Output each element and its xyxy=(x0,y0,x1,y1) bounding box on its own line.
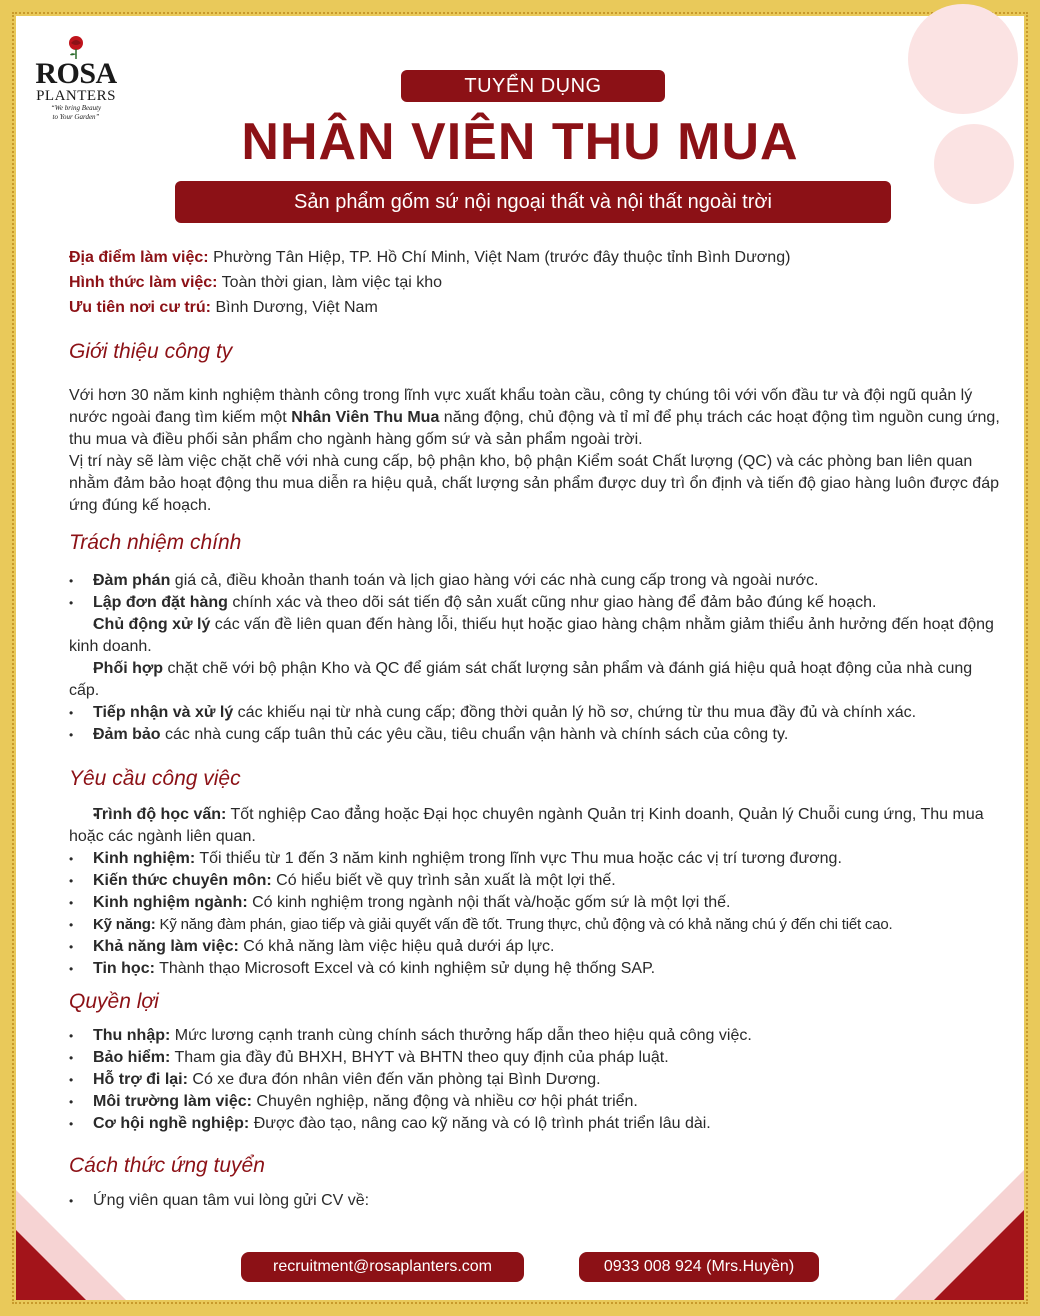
list-item: • Kỹ năng: Kỹ năng đàm phán, giao tiếp và giải quyết vấn đề tốt. Trung thực, chủ động và có khả năng chú ý đến chi tiết cao. xyxy=(69,914,1000,936)
logo-name: ROSA xyxy=(35,57,117,90)
list-item: • Hỗ trợ đi lại: Có xe đưa đón nhân viên đến văn phòng tại Bình Dương. xyxy=(69,1069,1000,1091)
decorative-circle xyxy=(908,4,1018,114)
responsibilities-section xyxy=(69,570,1000,746)
info-label: Ưu tiên nơi cư trú: xyxy=(69,299,212,316)
info-value: Bình Dương, Việt Nam xyxy=(211,299,378,316)
list-item: • Kinh nghiệm: Tối thiểu từ 1 đến 3 năm kinh nghiệm trong lĩnh vực Thu mua hoặc các vị trí tương đương. xyxy=(69,848,1000,870)
list-item: • Môi trường làm việc: Chuyên nghiệp, năng động và nhiều cơ hội phát triển. xyxy=(69,1091,1000,1113)
intro-section xyxy=(69,385,1000,517)
recruitment-badge: TUYỂN DỤNG xyxy=(401,70,665,102)
list-item: • Kinh nghiệm ngành: Có kinh nghiệm trong ngành nội thất và/hoặc gốm sứ là một lợi thế. xyxy=(69,892,1000,914)
list-item: • Đàm phán giá cả, điều khoản thanh toán và lịch giao hàng với các nhà cung cấp trong và ngoài nước. xyxy=(69,570,1000,592)
list-item: • Kiến thức chuyên môn: Có hiểu biết về quy trình sản xuất là một lợi thế. xyxy=(69,870,1000,892)
requirements-section xyxy=(69,804,1000,980)
company-logo xyxy=(28,34,124,122)
info-value: Toàn thời gian, làm việc tại kho xyxy=(217,274,443,291)
list-item: • Tin học: Thành thạo Microsoft Excel và có kinh nghiệm sử dụng hệ thống SAP. xyxy=(69,958,1000,980)
page-title: NHÂN VIÊN THU MUA xyxy=(241,113,799,171)
info-label: Địa điểm làm việc: xyxy=(69,249,209,266)
section-title-intro: Giới thiệu công ty xyxy=(69,340,233,363)
logo-sub: PLANTERS xyxy=(36,88,116,104)
email-contact[interactable]: recruitment@rosaplanters.com xyxy=(241,1252,524,1282)
info-residence xyxy=(69,295,1000,320)
list-item: • Bảo hiểm: Tham gia đầy đủ BHXH, BHYT và BHTN theo quy định của pháp luật. xyxy=(69,1047,1000,1069)
apply-section xyxy=(69,1190,1000,1212)
section-title-requirements: Yêu cầu công việc xyxy=(69,767,241,790)
list-item: • Cơ hội nghề nghiệp: Được đào tạo, nâng cao kỹ năng và có lộ trình phát triển lâu dài. xyxy=(69,1113,1000,1135)
info-worktype xyxy=(69,270,1000,295)
info-value: Phường Tân Hiệp, TP. Hồ Chí Minh, Việt Nam (trước đây thuộc tỉnh Bình Dương) xyxy=(208,249,791,266)
logo-tagline: “We bring Beauty xyxy=(50,104,102,112)
benefits-section xyxy=(69,1025,1000,1135)
list-item: • Khả năng làm việc: Có khả năng làm việc hiệu quả dưới áp lực. xyxy=(69,936,1000,958)
section-title-apply: Cách thức ứng tuyển xyxy=(69,1154,265,1177)
section-title-responsibilities: Trách nhiệm chính xyxy=(69,531,242,554)
list-item: • Trình độ học vấn: Tốt nghiệp Cao đẳng hoặc Đại học chuyên ngành Quản trị Kinh doanh, Quản lý Chuỗi cung ứng, Thu mua hoặc các ngành liên quan. xyxy=(69,804,1000,848)
list-item: • Thu nhập: Mức lương cạnh tranh cùng chính sách thưởng hấp dẫn theo hiệu quả công việc. xyxy=(69,1025,1000,1047)
list-item: • Chủ động xử lý các vấn đề liên quan đến hàng lỗi, thiếu hụt hoặc giao hàng chậm nhằm giảm thiểu ảnh hưởng đến hoạt động kinh doanh. xyxy=(69,614,1000,658)
corner-decoration xyxy=(16,1230,86,1300)
section-title-benefits: Quyền lợi xyxy=(69,990,159,1013)
info-label: Hình thức làm việc: xyxy=(69,274,218,291)
corner-decoration xyxy=(934,1210,1024,1300)
list-item: • Ứng viên quan tâm vui lòng gửi CV về: xyxy=(69,1190,1000,1212)
job-info xyxy=(69,245,1000,320)
info-location xyxy=(69,245,1000,270)
subtitle-banner: Sản phẩm gốm sứ nội ngoại thất và nội thất ngoài trời xyxy=(175,181,891,223)
phone-contact[interactable]: 0933 008 924 (Mrs.Huyền) xyxy=(579,1252,819,1282)
logo-tagline: to Your Garden” xyxy=(52,113,100,121)
list-item: • Lập đơn đặt hàng chính xác và theo dõi sát tiến độ sản xuất cũng như giao hàng để đảm bảo đúng kế hoạch. xyxy=(69,592,1000,614)
intro-paragraph: Với hơn 30 năm kinh nghiệm thành công trong lĩnh vực xuất khẩu toàn cầu, công ty chúng tôi với vốn đầu tư và đội ngũ quản lý nước ngoài đang tìm kiếm một Nhân Viên Thu Mua năng động, chủ động và tỉ mỉ để phụ trách các hoạt động tìm nguồn cung ứng, thu mua và điều phối sản phẩm cho ngành hàng gốm sứ và sản phẩm ngoài trời. xyxy=(69,387,1000,448)
list-item: • Đảm bảo các nhà cung cấp tuân thủ các yêu cầu, tiêu chuẩn vận hành và chính sách của công ty. xyxy=(69,724,1000,746)
list-item: • Phối hợp chặt chẽ với bộ phận Kho và QC để giám sát chất lượng sản phẩm và đánh giá hiệu quả hoạt động của nhà cung cấp. xyxy=(69,658,1000,702)
list-item: • Tiếp nhận và xử lý các khiếu nại từ nhà cung cấp; đồng thời quản lý hồ sơ, chứng từ thu mua đầy đủ và chính xác. xyxy=(69,702,1000,724)
intro-paragraph: Vị trí này sẽ làm việc chặt chẽ với nhà cung cấp, bộ phận kho, bộ phận Kiểm soát Chất lượng (QC) và các phòng ban liên quan nhằm đảm bảo hoạt động thu mua diễn ra hiệu quả, chất lượng sản phẩm được duy trì ổn định và tiến độ giao hàng luôn được đáp ứng đúng kế hoạch. xyxy=(69,453,999,514)
